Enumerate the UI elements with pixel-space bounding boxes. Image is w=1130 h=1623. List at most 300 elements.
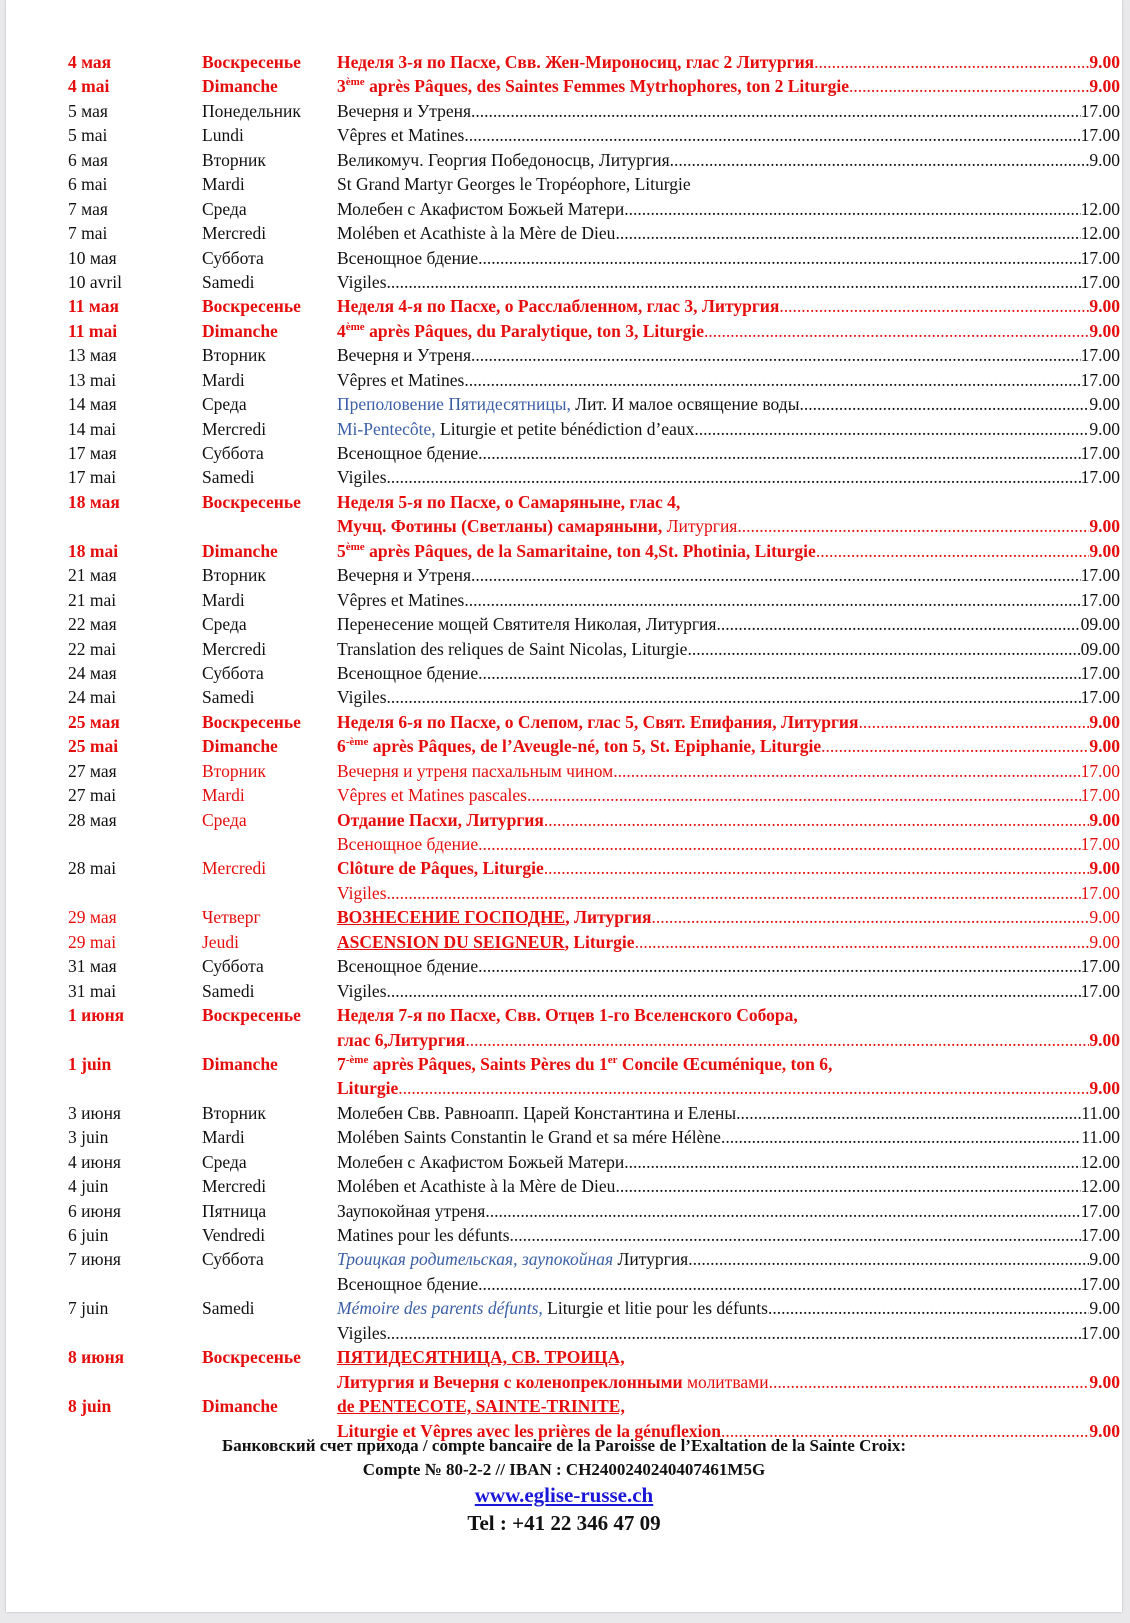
service-date: 10 мая [68, 247, 117, 268]
service-title [337, 441, 478, 465]
service-date: 29 мая [68, 907, 117, 928]
website-link[interactable]: www.eglise-russe.ch [474, 1483, 654, 1507]
service-time: 9.00 [1089, 1371, 1120, 1392]
service-time: 17.00 [1080, 467, 1120, 488]
service-text: Vigiles [337, 687, 387, 708]
service-text: Литургия и Вечерня с коленопреклонными [337, 1371, 683, 1392]
schedule-row [68, 1223, 1120, 1247]
schedule-row [68, 123, 1120, 147]
phone-line: Tel : +41 22 346 47 09 [467, 1511, 661, 1535]
service-title [337, 856, 544, 880]
service-text: Молебен с Акафистом Божьей Матери [337, 198, 625, 219]
service-time: 17.00 [1080, 100, 1120, 121]
service-description [337, 319, 1120, 343]
service-time: 17.00 [1080, 443, 1120, 463]
service-weekday: Среда [202, 198, 247, 219]
service-text: Великомуч. Георгия Победоносцв, Литургия [337, 149, 670, 170]
service-date: 8 июня [68, 1347, 125, 1368]
schedule-row [68, 808, 1120, 832]
schedule-row [68, 783, 1120, 807]
service-description [337, 661, 1120, 685]
dot-leader [485, 1199, 1080, 1223]
service-weekday: Вторник [202, 1102, 266, 1123]
schedule-row [68, 539, 1120, 563]
service-time: 9.00 [1089, 418, 1120, 439]
schedule-row [68, 1199, 1120, 1223]
service-weekday: Воскресенье [202, 711, 301, 732]
service-title [337, 465, 387, 489]
schedule-row [68, 1296, 1120, 1320]
service-time: 09.00 [1080, 614, 1120, 635]
dot-leader [464, 588, 1080, 612]
service-description [337, 417, 1120, 441]
service-date: 1 juin [68, 1053, 112, 1074]
service-text: Вечерня и Утреня [337, 100, 472, 121]
service-text: , Литургия [565, 907, 652, 928]
dot-leader [387, 685, 1081, 709]
service-title [337, 637, 687, 661]
service-description [337, 685, 1120, 709]
service-description [337, 588, 1120, 612]
service-title [337, 368, 464, 392]
dot-leader [615, 221, 1080, 245]
service-time: 9.00 [1089, 76, 1120, 97]
service-title [337, 588, 464, 612]
service-text: Вечерня и утреня пасхальным чином [337, 760, 614, 781]
service-description [337, 50, 1120, 74]
schedule-row [68, 343, 1120, 367]
dot-leader [387, 270, 1081, 294]
service-date: 5 mai [68, 125, 108, 146]
dot-leader [716, 612, 1080, 636]
service-title [337, 1003, 798, 1027]
dot-leader [721, 1125, 1081, 1149]
service-title [337, 1296, 768, 1320]
service-date: 24 mai [68, 687, 117, 708]
service-text: Vêpres et Matines pascales [337, 785, 527, 806]
service-text: Всенощное бдение [337, 443, 479, 463]
service-date: 4 мая [68, 52, 112, 72]
service-time: 9.00 [1089, 394, 1120, 415]
service-description [337, 74, 1120, 98]
dot-leader [694, 417, 1089, 441]
service-date: 4 июня [68, 1151, 121, 1172]
service-weekday: Dimanche [202, 76, 278, 97]
service-description [337, 1101, 1120, 1125]
service-description [337, 905, 1120, 929]
service-text: Литургия [613, 1249, 689, 1270]
service-description [337, 954, 1120, 978]
service-time: 17.00 [1080, 1200, 1120, 1221]
service-title [337, 685, 387, 709]
service-time: 17.00 [1080, 882, 1120, 903]
service-date: 24 мая [68, 662, 117, 683]
bank-account-heading: Банковский счет прихода / compte bancaire de la Paroisse de l’Exaltation de la Sainte Croix: [221, 1436, 906, 1455]
service-description [337, 832, 1120, 856]
service-time: 17.00 [1080, 125, 1120, 146]
dot-leader [688, 1247, 1089, 1271]
service-text: Clôture de Pâques, Liturgie [337, 858, 544, 879]
service-description [337, 343, 1120, 367]
schedule-row [68, 197, 1120, 221]
service-date: 11 мая [68, 296, 119, 317]
dot-leader [704, 319, 1089, 343]
service-date: 31 мая [68, 956, 117, 977]
service-text: Заупокойная утреня [337, 1200, 486, 1221]
schedule-row [68, 99, 1120, 123]
service-time: 9.00 [1089, 1298, 1120, 1319]
dot-leader [465, 1028, 1089, 1052]
service-description [337, 441, 1120, 465]
service-text: Литургия [662, 516, 738, 537]
service-description [337, 1028, 1120, 1052]
dot-leader [624, 1150, 1080, 1174]
schedule-row [68, 1076, 1120, 1100]
service-time: 9.00 [1089, 149, 1120, 170]
service-time: 9.00 [1089, 907, 1120, 928]
service-weekday: Воскресенье [202, 491, 301, 512]
service-title [337, 710, 858, 734]
service-text: Liturgie et petite bénédiction d’eaux [435, 418, 695, 439]
ordinal-suffix: ème [345, 320, 365, 333]
service-description [337, 783, 1120, 807]
schedule-row [68, 1174, 1120, 1198]
dot-leader [814, 50, 1089, 74]
ordinal-suffix: ème [345, 540, 365, 553]
dot-leader [736, 1101, 1081, 1125]
service-weekday: Mercredi [202, 858, 267, 879]
service-weekday: Воскресенье [202, 52, 301, 72]
dot-leader [478, 832, 1081, 856]
service-date: 21 мая [68, 565, 117, 586]
service-title [337, 1028, 465, 1052]
service-description [337, 1321, 1120, 1345]
schedule-row [68, 1003, 1120, 1027]
service-title [337, 99, 471, 123]
service-description [337, 1370, 1120, 1394]
service-date: 7 juin [68, 1298, 109, 1319]
service-title [337, 221, 615, 245]
service-weekday: Samedi [202, 687, 255, 708]
schedule-row [68, 637, 1120, 661]
service-description [337, 1223, 1120, 1247]
service-title [337, 612, 716, 636]
service-time: 17.00 [1080, 271, 1120, 292]
dot-leader [670, 148, 1090, 172]
dot-leader [849, 74, 1089, 98]
dot-leader [687, 637, 1080, 661]
schedule-row [68, 881, 1120, 905]
service-date: 31 mai [68, 980, 117, 1001]
service-text: Molében et Acathiste à la Mère de Dieu [337, 223, 616, 244]
service-weekday: Lundi [202, 125, 244, 146]
service-weekday: Mercredi [202, 418, 267, 439]
dot-leader [768, 1296, 1089, 1320]
ordinal-number: 5 [337, 540, 346, 561]
schedule-row [68, 221, 1120, 245]
service-time: 17.00 [1080, 369, 1120, 390]
service-time: 17.00 [1080, 589, 1120, 610]
dot-leader [387, 1321, 1081, 1345]
service-description [337, 930, 1120, 954]
service-weekday: Dimanche [202, 540, 278, 561]
service-text: Мучц. Фотины (Светланы) самаряныни, [337, 516, 663, 537]
service-description [337, 710, 1120, 734]
service-time: 9.00 [1089, 736, 1120, 757]
service-date: 27 mai [68, 785, 117, 806]
service-text: Liturgie [337, 1078, 399, 1099]
service-description [337, 514, 1120, 538]
schedule-row [68, 270, 1120, 294]
service-description [337, 1394, 1120, 1418]
schedule-row [68, 74, 1120, 98]
service-description [337, 1247, 1120, 1271]
service-weekday: Mardi [202, 589, 245, 610]
ordinal-number: 3 [337, 76, 346, 97]
schedule-row [68, 588, 1120, 612]
service-date: 7 мая [68, 198, 108, 219]
dot-leader [651, 905, 1089, 929]
service-date: 22 мая [68, 614, 117, 635]
service-description [337, 759, 1120, 783]
service-description [337, 979, 1120, 1003]
service-text: Всенощное бдение [337, 834, 479, 854]
service-date: 21 mai [68, 589, 117, 610]
service-time: 9.00 [1089, 931, 1120, 952]
schedule-row [68, 1321, 1120, 1345]
service-weekday: Dimanche [202, 1396, 278, 1417]
service-weekday: Dimanche [202, 736, 278, 757]
service-weekday: Mercredi [202, 1176, 267, 1197]
service-weekday: Среда [202, 394, 247, 415]
service-text: Vigiles [337, 467, 387, 488]
service-date: 3 июня [68, 1102, 121, 1123]
service-date: 13 mai [68, 369, 117, 390]
service-time: 17.00 [1080, 760, 1120, 781]
service-text: Всенощное бдение [337, 247, 479, 268]
service-description [337, 99, 1120, 123]
service-time: 17.00 [1080, 687, 1120, 708]
service-title [337, 197, 624, 221]
service-date: 6 juin [68, 1225, 109, 1245]
schedule-row [68, 759, 1120, 783]
service-time: 9.00 [1089, 296, 1120, 317]
service-weekday: Mardi [202, 174, 245, 195]
service-description [337, 881, 1120, 905]
schedule-row [68, 563, 1120, 587]
service-time: 09.00 [1080, 638, 1120, 659]
service-date: 28 мая [68, 809, 117, 830]
service-date: 4 mai [68, 76, 110, 97]
service-title [337, 74, 849, 98]
service-time: 17.00 [1080, 1322, 1120, 1343]
dot-leader [464, 123, 1080, 147]
memorial-name: Троицкая родительская, заупокойная [337, 1249, 614, 1270]
schedule-row [68, 612, 1120, 636]
service-description [337, 734, 1120, 758]
schedule-row [68, 979, 1120, 1003]
service-title [337, 783, 527, 807]
service-description [337, 539, 1120, 563]
service-description [337, 490, 1120, 514]
dot-leader [737, 514, 1089, 538]
service-text: , Liturgie [564, 931, 635, 952]
service-description [337, 1125, 1120, 1149]
service-title [337, 808, 544, 832]
schedule-row [68, 1150, 1120, 1174]
service-text: Неделя 5-я по Пасхе, о Самаряныне, глас 4, [337, 491, 681, 512]
service-text: Молебен с Акафистом Божьей Матери [337, 1151, 625, 1172]
service-date: 14 мая [68, 394, 117, 415]
service-date: 29 mai [68, 931, 117, 952]
feast-title: de PENTECOTE, SAINTE-TRINITE, [337, 1396, 625, 1417]
service-text: Liturgie et Vêpres avec les prières de la génuflexion [337, 1420, 721, 1441]
schedule-row [68, 1052, 1120, 1076]
service-text: après Pâques, de la Samaritaine, ton 4,St. Photinia, Liturgie [364, 540, 816, 561]
dot-leader [478, 1272, 1081, 1296]
dot-leader [478, 441, 1081, 465]
service-date: 7 mai [68, 223, 108, 244]
service-description [337, 221, 1120, 245]
feast-name: Mi-Pentecôte, [337, 418, 436, 439]
service-description [337, 1345, 1120, 1369]
service-title [337, 514, 737, 538]
service-time: 17.00 [1080, 1225, 1120, 1245]
service-title [337, 1125, 721, 1149]
service-weekday: Mercredi [202, 223, 267, 244]
memorial-name: Mémoire des parents défunts, [337, 1298, 543, 1319]
service-time: 11.00 [1081, 1102, 1120, 1123]
service-description [337, 1076, 1120, 1100]
service-description [337, 856, 1120, 880]
service-time: 17.00 [1080, 980, 1120, 1001]
schedule-row [68, 1345, 1120, 1369]
service-weekday: Вторник [202, 149, 266, 170]
service-weekday: Понедельник [202, 100, 301, 121]
schedule-row [68, 417, 1120, 441]
service-title [337, 979, 387, 1003]
service-description [337, 1296, 1120, 1320]
service-text: Matines pour les défunts [337, 1225, 510, 1245]
dot-leader [821, 734, 1089, 758]
service-description [337, 465, 1120, 489]
service-title [337, 1199, 485, 1223]
dot-leader [471, 343, 1081, 367]
service-time: 17.00 [1080, 247, 1120, 268]
schedule-row [68, 1370, 1120, 1394]
service-date: 6 мая [68, 149, 108, 170]
service-title [337, 954, 478, 978]
service-date: 3 juin [68, 1127, 109, 1148]
service-text: St Grand Martyr Georges le Tropéophore, Liturgie [337, 174, 691, 195]
service-title [337, 1150, 624, 1174]
service-title [337, 343, 471, 367]
dot-leader [387, 465, 1081, 489]
schedule-row [68, 1028, 1120, 1052]
feast-title: ASCENSION DU SEIGNEUR [337, 931, 565, 952]
service-time: 9.00 [1089, 1420, 1120, 1441]
dot-leader [635, 930, 1090, 954]
service-weekday: Четверг [202, 907, 261, 928]
service-text: молитвами [682, 1371, 769, 1392]
service-time: 9.00 [1089, 1029, 1120, 1050]
service-description [337, 270, 1120, 294]
service-description [337, 148, 1120, 172]
service-description [337, 392, 1120, 416]
service-title [337, 319, 704, 343]
dot-leader [544, 808, 1090, 832]
dot-leader [478, 661, 1081, 685]
service-weekday: Воскресенье [202, 1347, 301, 1368]
service-time: 17.00 [1080, 785, 1120, 806]
service-weekday: Воскресенье [202, 1005, 301, 1026]
dot-leader [387, 881, 1081, 905]
service-weekday: Samedi [202, 1298, 255, 1319]
service-text: après Pâques, des Saintes Femmes Mytrhophores, ton 2 Liturgie [364, 76, 849, 97]
service-description [337, 368, 1120, 392]
service-date: 7 июня [68, 1249, 121, 1270]
service-title [337, 539, 816, 563]
service-weekday: Jeudi [202, 931, 239, 952]
service-time: 17.00 [1080, 345, 1120, 366]
dot-leader [858, 710, 1089, 734]
dot-leader [464, 368, 1080, 392]
schedule-row [68, 685, 1120, 709]
service-date: 10 avril [68, 271, 122, 292]
service-weekday: Пятница [202, 1200, 267, 1221]
schedule-row [68, 246, 1120, 270]
service-title [337, 1370, 769, 1394]
service-description [337, 294, 1120, 318]
service-description [337, 197, 1120, 221]
service-weekday: Вторник [202, 565, 266, 586]
service-date: 14 mai [68, 418, 117, 439]
service-text: Vêpres et Matines [337, 589, 465, 610]
service-title [337, 148, 670, 172]
service-description [337, 123, 1120, 147]
service-text: Вечерня и Утреня [337, 565, 472, 586]
website-line [6, 1483, 1122, 1508]
service-weekday: Mardi [202, 785, 245, 806]
service-time: 9.00 [1089, 540, 1120, 561]
service-title [337, 50, 814, 74]
service-date: 22 mai [68, 638, 117, 659]
ordinal-suffix: -ème [345, 736, 369, 749]
service-date: 6 mai [68, 174, 108, 195]
dot-leader [478, 246, 1081, 270]
service-text: Vigiles [337, 1322, 387, 1343]
schedule-row [68, 148, 1120, 172]
dot-leader [779, 294, 1089, 318]
service-weekday: Среда [202, 809, 247, 830]
dot-leader [615, 1174, 1080, 1198]
service-text: Vigiles [337, 882, 387, 903]
service-time: 12.00 [1080, 223, 1120, 244]
service-time: 9.00 [1089, 1249, 1120, 1270]
service-text: après Pâques, Saints Pères du 1 [368, 1053, 608, 1074]
service-weekday: Среда [202, 614, 247, 635]
service-title [337, 392, 799, 416]
schedule-row [68, 856, 1120, 880]
service-time: 9.00 [1089, 516, 1120, 537]
service-description [337, 1003, 1120, 1027]
service-text: Liturgie et litie pour les défunts [542, 1298, 768, 1319]
service-title [337, 417, 694, 441]
service-time: 17.00 [1080, 565, 1120, 586]
service-weekday: Dimanche [202, 320, 278, 341]
service-text: Vigiles [337, 980, 387, 1001]
service-title [337, 563, 471, 587]
